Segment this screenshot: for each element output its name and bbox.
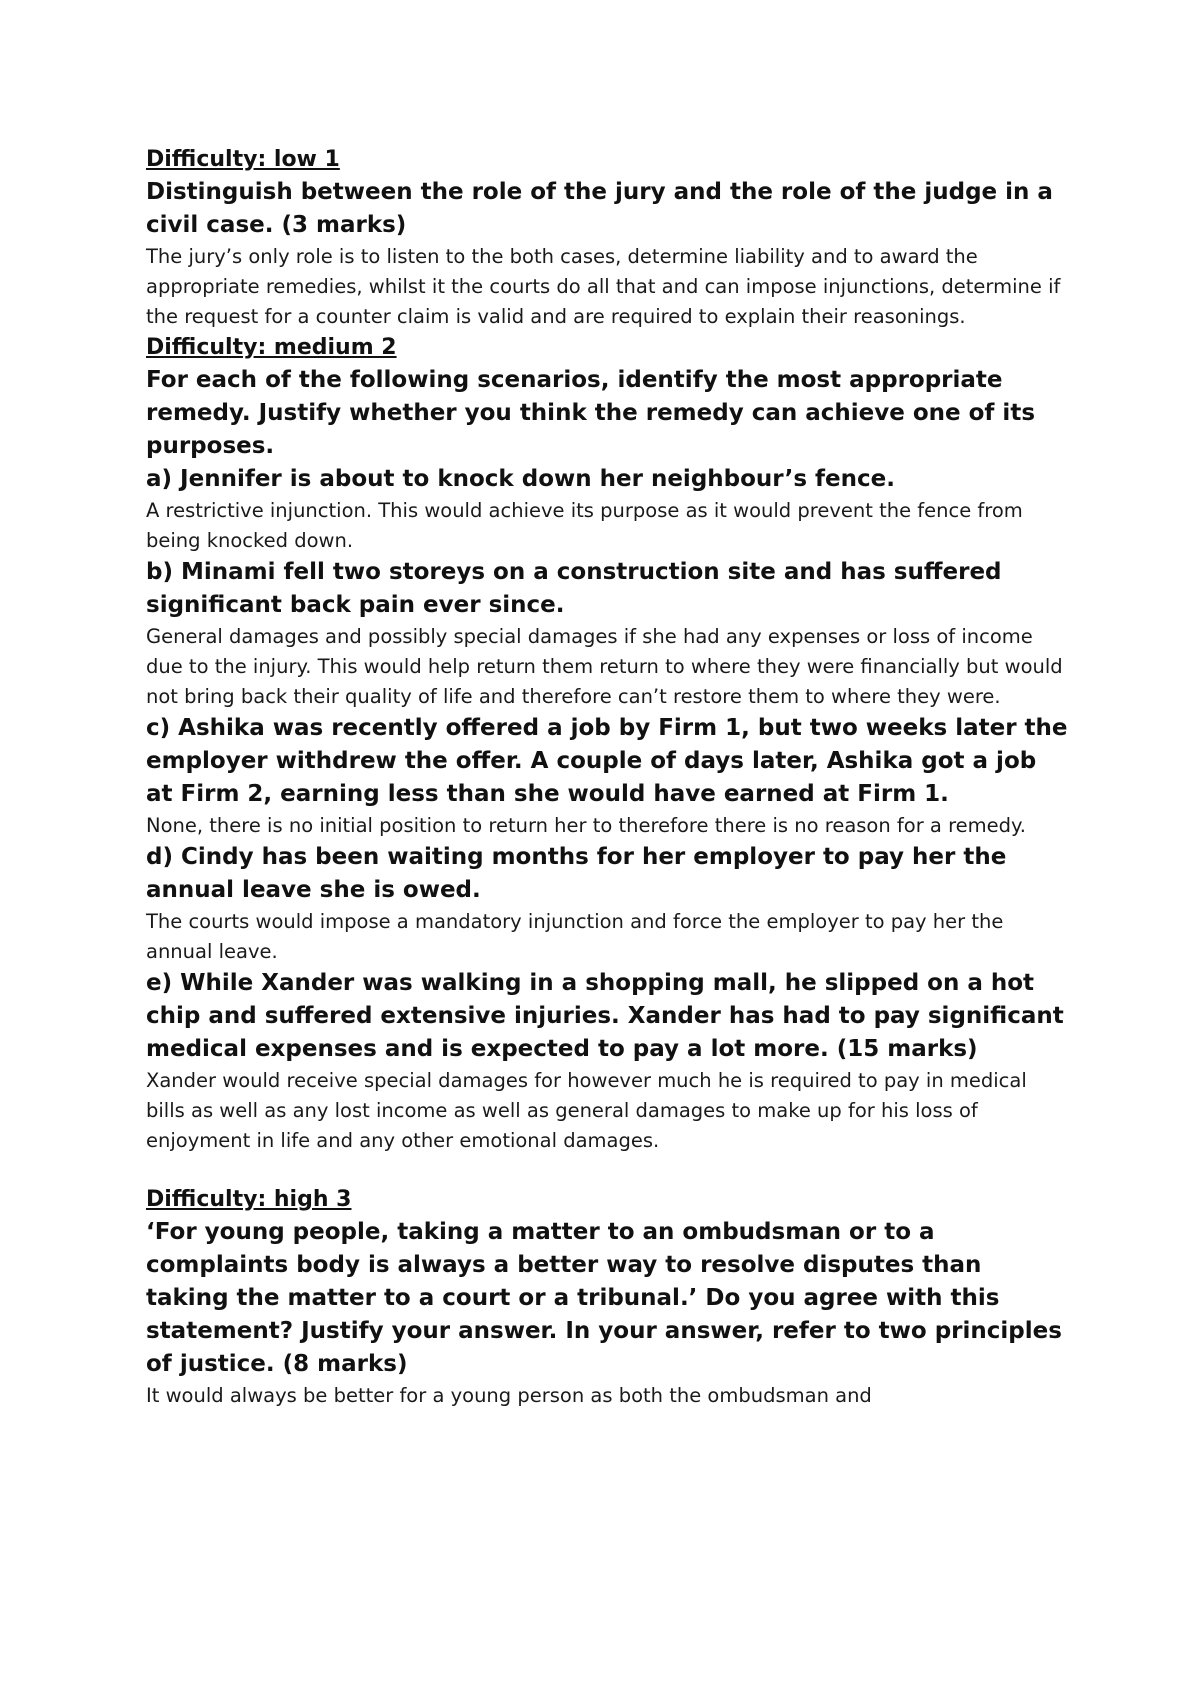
question-high: ‘For young people, taking a matter to an ombudsman or to a complaints body is always a better way to resolve disputes than taking the matter to a court or a tribunal.’ Do you agree with this statement? Justify your answer. In your answer, refer to two principles of justice. (8 marks) — [146, 1219, 1062, 1377]
difficulty-medium-heading: Difficulty: medium 2 — [146, 335, 397, 360]
scenario-c-answer: None, there is no initial position to return her to therefore there is no reason for a remedy. — [146, 814, 1026, 837]
question-low: Distinguish between the role of the jury and the role of the judge in a civil case. (3 marks) — [146, 179, 1053, 238]
section-gap — [146, 1156, 1068, 1184]
question-medium: For each of the following scenarios, identify the most appropriate remedy. Justify whether you think the remedy can achieve one of its purposes. — [146, 367, 1036, 459]
scenario-b-question: b) Minami fell two storeys on a construction site and has suffered significant back pain ever since. — [146, 559, 1002, 618]
answer-high: It would always be better for a young person as both the ombudsman and — [146, 1384, 872, 1407]
document-page — [146, 144, 1068, 1411]
scenario-e-question: e) While Xander was walking in a shopping mall, he slipped on a hot chip and suffered extensive injuries. Xander has had to pay significant medical expenses and is expected to pay a lot more. (15 marks) — [146, 970, 1064, 1062]
scenario-a-question: a) Jennifer is about to knock down her neighbour’s fence. — [146, 466, 895, 492]
scenario-c-question: c) Ashika was recently offered a job by Firm 1, but two weeks later the employer withdrew the offer. A couple of days later, Ashika got a job at Firm 2, earning less than she would have earned at Firm 1. — [146, 715, 1068, 807]
difficulty-low-heading: Difficulty: low 1 — [146, 147, 340, 172]
scenario-d-question: d) Cindy has been waiting months for her employer to pay her the annual leave she is owed. — [146, 844, 1007, 903]
answer-low: The jury’s only role is to listen to the both cases, determine liability and to award the appropriate remedies, whilst it the courts do all that and can impose injunctions, determine if the request for a counter claim is valid and are required to explain their reasonings. — [146, 245, 1061, 328]
scenario-d-answer: The courts would impose a mandatory injunction and force the employer to pay her the annual leave. — [146, 910, 1004, 963]
scenario-e-answer: Xander would receive special damages for however much he is required to pay in medical bills as well as any lost income as well as general damages to make up for his loss of enjoyment in life and any other emotional damages. — [146, 1069, 1027, 1152]
scenario-b-answer: General damages and possibly special damages if she had any expenses or loss of income due to the injury. This would help return them return to where they were financially but would not bring back their quality of life and therefore can’t restore them to where they were. — [146, 625, 1063, 708]
scenario-a-answer: A restrictive injunction. This would achieve its purpose as it would prevent the fence from being knocked down. — [146, 499, 1023, 552]
difficulty-high-heading: Difficulty: high 3 — [146, 1187, 352, 1212]
